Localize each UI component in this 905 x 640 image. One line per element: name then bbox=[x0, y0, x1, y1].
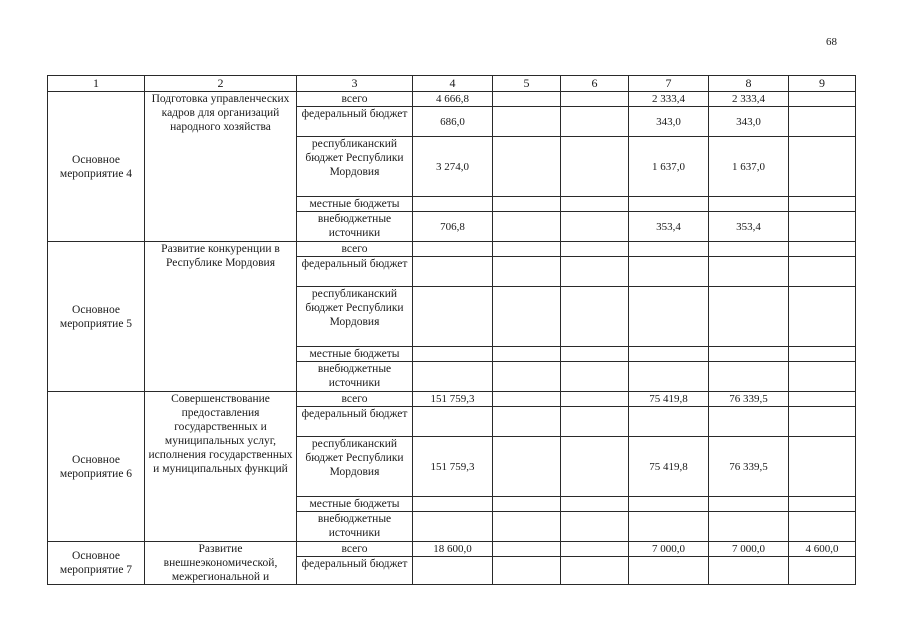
value-cell: 75 419,8 bbox=[629, 437, 709, 497]
value-cell: 3 274,0 bbox=[413, 137, 493, 197]
value-cell bbox=[493, 257, 561, 287]
header-cell: 9 bbox=[789, 76, 856, 92]
value-cell bbox=[709, 197, 789, 212]
value-cell bbox=[493, 347, 561, 362]
value-cell: 1 637,0 bbox=[709, 137, 789, 197]
value-cell bbox=[629, 362, 709, 392]
value-cell: 151 759,3 bbox=[413, 392, 493, 407]
value-cell bbox=[789, 107, 856, 137]
value-cell: 353,4 bbox=[629, 212, 709, 242]
value-cell bbox=[561, 407, 629, 437]
table-row bbox=[48, 392, 856, 407]
budget-table bbox=[47, 75, 856, 585]
value-cell bbox=[493, 212, 561, 242]
value-cell bbox=[561, 137, 629, 197]
value-cell: 75 419,8 bbox=[629, 392, 709, 407]
value-cell: 1 637,0 bbox=[629, 137, 709, 197]
value-cell bbox=[561, 362, 629, 392]
event-cell: Основное мероприятие 6 bbox=[48, 392, 145, 542]
value-cell bbox=[561, 242, 629, 257]
value-cell: 76 339,5 bbox=[709, 392, 789, 407]
value-cell bbox=[561, 92, 629, 107]
value-cell bbox=[561, 437, 629, 497]
value-cell bbox=[493, 542, 561, 557]
funding-source-cell: внебюджетные источники bbox=[297, 362, 413, 392]
value-cell: 151 759,3 bbox=[413, 437, 493, 497]
header-cell: 6 bbox=[561, 76, 629, 92]
header-cell: 4 bbox=[413, 76, 493, 92]
event-cell: Основное мероприятие 4 bbox=[48, 92, 145, 242]
value-cell bbox=[493, 437, 561, 497]
value-cell bbox=[709, 362, 789, 392]
funding-source-cell: внебюджетные источники bbox=[297, 512, 413, 542]
value-cell bbox=[493, 287, 561, 347]
funding-source-cell: всего bbox=[297, 392, 413, 407]
value-cell bbox=[789, 512, 856, 542]
value-cell bbox=[629, 242, 709, 257]
value-cell bbox=[629, 347, 709, 362]
value-cell bbox=[629, 287, 709, 347]
funding-source-cell: республиканский бюджет Республики Мордовия bbox=[297, 437, 413, 497]
value-cell bbox=[561, 287, 629, 347]
value-cell bbox=[709, 287, 789, 347]
value-cell bbox=[789, 497, 856, 512]
value-cell bbox=[493, 512, 561, 542]
value-cell bbox=[561, 212, 629, 242]
value-cell bbox=[789, 92, 856, 107]
value-cell bbox=[413, 512, 493, 542]
value-cell bbox=[561, 197, 629, 212]
value-cell bbox=[413, 362, 493, 392]
funding-source-cell: всего bbox=[297, 92, 413, 107]
value-cell bbox=[413, 407, 493, 437]
value-cell: 7 000,0 bbox=[709, 542, 789, 557]
value-cell bbox=[629, 257, 709, 287]
value-cell bbox=[493, 137, 561, 197]
funding-source-cell: федеральный бюджет bbox=[297, 257, 413, 287]
value-cell bbox=[789, 137, 856, 197]
value-cell: 76 339,5 bbox=[709, 437, 789, 497]
header-cell: 2 bbox=[145, 76, 297, 92]
funding-source-cell: местные бюджеты bbox=[297, 347, 413, 362]
value-cell bbox=[493, 392, 561, 407]
table-row bbox=[48, 542, 856, 557]
funding-source-cell: внебюджетные источники bbox=[297, 212, 413, 242]
funding-source-cell: федеральный бюджет bbox=[297, 407, 413, 437]
value-cell bbox=[413, 497, 493, 512]
value-cell bbox=[493, 407, 561, 437]
value-cell bbox=[709, 257, 789, 287]
value-cell bbox=[493, 242, 561, 257]
event-name-cell: Подготовка управленческих кадров для организаций народного хозяйства bbox=[145, 92, 297, 242]
value-cell bbox=[629, 497, 709, 512]
funding-source-cell: всего bbox=[297, 542, 413, 557]
value-cell bbox=[413, 287, 493, 347]
value-cell bbox=[413, 242, 493, 257]
value-cell: 2 333,4 bbox=[629, 92, 709, 107]
value-cell: 4 666,8 bbox=[413, 92, 493, 107]
value-cell bbox=[629, 512, 709, 542]
value-cell bbox=[789, 197, 856, 212]
value-cell: 18 600,0 bbox=[413, 542, 493, 557]
value-cell bbox=[789, 347, 856, 362]
value-cell bbox=[629, 557, 709, 585]
funding-source-cell: республиканский бюджет Республики Мордовия bbox=[297, 287, 413, 347]
funding-source-cell: федеральный бюджет bbox=[297, 557, 413, 585]
value-cell: 686,0 bbox=[413, 107, 493, 137]
value-cell bbox=[709, 497, 789, 512]
value-cell bbox=[709, 557, 789, 585]
value-cell bbox=[789, 557, 856, 585]
value-cell bbox=[561, 557, 629, 585]
value-cell bbox=[709, 512, 789, 542]
event-name-cell: Развитие конкуренции в Республике Мордовия bbox=[145, 242, 297, 392]
event-name-cell: Совершенствование предоставления государственных и муниципальных услуг, исполнения государственных и муниципальных функций bbox=[145, 392, 297, 542]
value-cell bbox=[493, 497, 561, 512]
value-cell bbox=[493, 107, 561, 137]
value-cell bbox=[561, 107, 629, 137]
value-cell bbox=[561, 512, 629, 542]
header-cell: 1 bbox=[48, 76, 145, 92]
value-cell bbox=[493, 557, 561, 585]
value-cell bbox=[413, 257, 493, 287]
funding-source-cell: местные бюджеты bbox=[297, 497, 413, 512]
value-cell: 343,0 bbox=[629, 107, 709, 137]
value-cell bbox=[789, 392, 856, 407]
value-cell bbox=[561, 257, 629, 287]
funding-source-cell: всего bbox=[297, 242, 413, 257]
value-cell bbox=[493, 197, 561, 212]
value-cell bbox=[789, 242, 856, 257]
value-cell bbox=[709, 242, 789, 257]
value-cell: 2 333,4 bbox=[709, 92, 789, 107]
value-cell bbox=[493, 92, 561, 107]
value-cell bbox=[561, 542, 629, 557]
header-cell: 7 bbox=[629, 76, 709, 92]
value-cell bbox=[789, 362, 856, 392]
value-cell: 343,0 bbox=[709, 107, 789, 137]
value-cell bbox=[493, 362, 561, 392]
header-cell: 3 bbox=[297, 76, 413, 92]
value-cell: 706,8 bbox=[413, 212, 493, 242]
funding-source-cell: местные бюджеты bbox=[297, 197, 413, 212]
value-cell bbox=[413, 557, 493, 585]
value-cell bbox=[789, 287, 856, 347]
value-cell bbox=[561, 392, 629, 407]
value-cell bbox=[709, 347, 789, 362]
value-cell: 7 000,0 bbox=[629, 542, 709, 557]
value-cell bbox=[789, 407, 856, 437]
event-cell: Основное мероприятие 5 bbox=[48, 242, 145, 392]
header-cell: 5 bbox=[493, 76, 561, 92]
value-cell bbox=[629, 197, 709, 212]
event-name-cell: Развитие внешнеэкономической, межрегиональной и bbox=[145, 542, 297, 585]
value-cell bbox=[629, 407, 709, 437]
value-cell: 4 600,0 bbox=[789, 542, 856, 557]
value-cell bbox=[561, 497, 629, 512]
value-cell bbox=[789, 437, 856, 497]
value-cell bbox=[413, 347, 493, 362]
header-cell: 8 bbox=[709, 76, 789, 92]
header-row bbox=[48, 76, 856, 92]
value-cell: 353,4 bbox=[709, 212, 789, 242]
page-number: 68 bbox=[826, 36, 837, 48]
value-cell bbox=[561, 347, 629, 362]
value-cell bbox=[789, 212, 856, 242]
table-row bbox=[48, 242, 856, 257]
value-cell bbox=[789, 257, 856, 287]
funding-source-cell: федеральный бюджет bbox=[297, 107, 413, 137]
event-cell: Основное мероприятие 7 bbox=[48, 542, 145, 585]
funding-source-cell: республиканский бюджет Республики Мордовия bbox=[297, 137, 413, 197]
value-cell bbox=[709, 407, 789, 437]
value-cell bbox=[413, 197, 493, 212]
table-row bbox=[48, 92, 856, 107]
